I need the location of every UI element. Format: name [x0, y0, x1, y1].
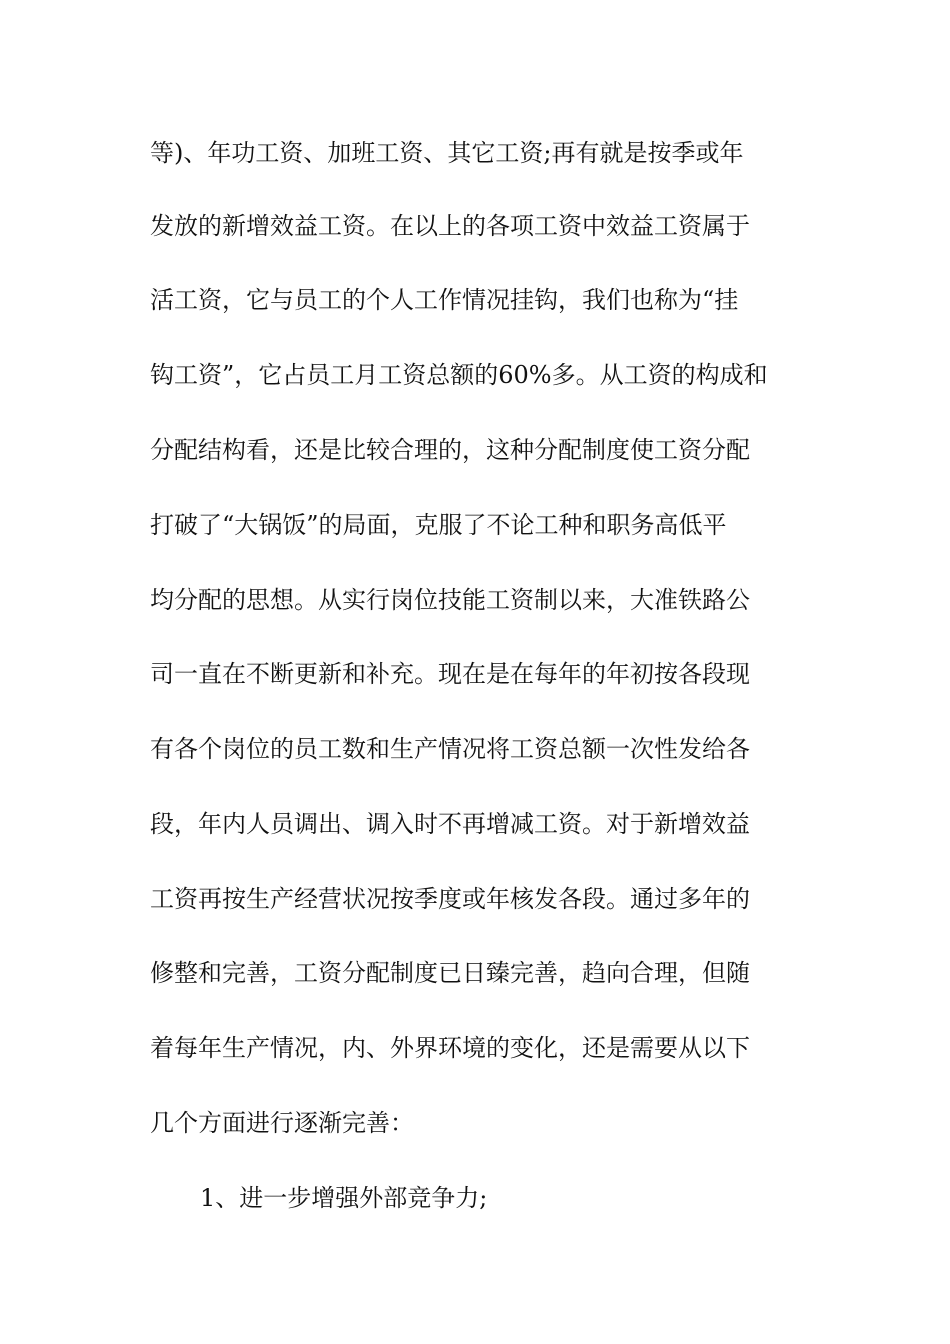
paragraph-line-7: 均分配的思想。从实行岗位技能工资制以来，大准铁路公 [150, 586, 750, 614]
paragraph-line-13: 着每年生产情况，内、外界环境的变化，还是需要从以下 [150, 1034, 750, 1062]
paragraph-line-6: 打破了“大锅饭”的局面，克服了不论工种和职务高低平 [150, 511, 727, 539]
paragraph-line-5: 分配结构看，还是比较合理的，这种分配制度使工资分配 [150, 436, 750, 464]
paragraph-line-4: 钩工资”，它占员工月工资总额的60%多。从工资的构成和 [150, 361, 768, 389]
paragraph-line-14: 几个方面进行逐渐完善： [150, 1109, 414, 1137]
paragraph-line-10: 段，年内人员调出、调入时不再增减工资。对于新增效益 [150, 810, 750, 838]
paragraph-line-9: 有各个岗位的员工数和生产情况将工资总额一次性发给各 [150, 735, 750, 763]
paragraph-line-2: 发放的新增效益工资。在以上的各项工资中效益工资属于 [150, 212, 750, 240]
paragraph-line-12: 修整和完善，工资分配制度已日臻完善，趋向合理，但随 [150, 959, 750, 987]
paragraph-line-3: 活工资，它与员工的个人工作情况挂钩，我们也称为“挂 [150, 286, 739, 314]
list-item-1: 1、进一步增强外部竞争力; [200, 1184, 488, 1212]
paragraph-line-1: 等)、年功工资、加班工资、其它工资;再有就是按季或年 [150, 139, 744, 167]
paragraph-line-8: 司一直在不断更新和补充。现在是在每年的年初按各段现 [150, 660, 750, 688]
paragraph-line-11: 工资再按生产经营状况按季度或年核发各段。通过多年的 [150, 885, 750, 913]
